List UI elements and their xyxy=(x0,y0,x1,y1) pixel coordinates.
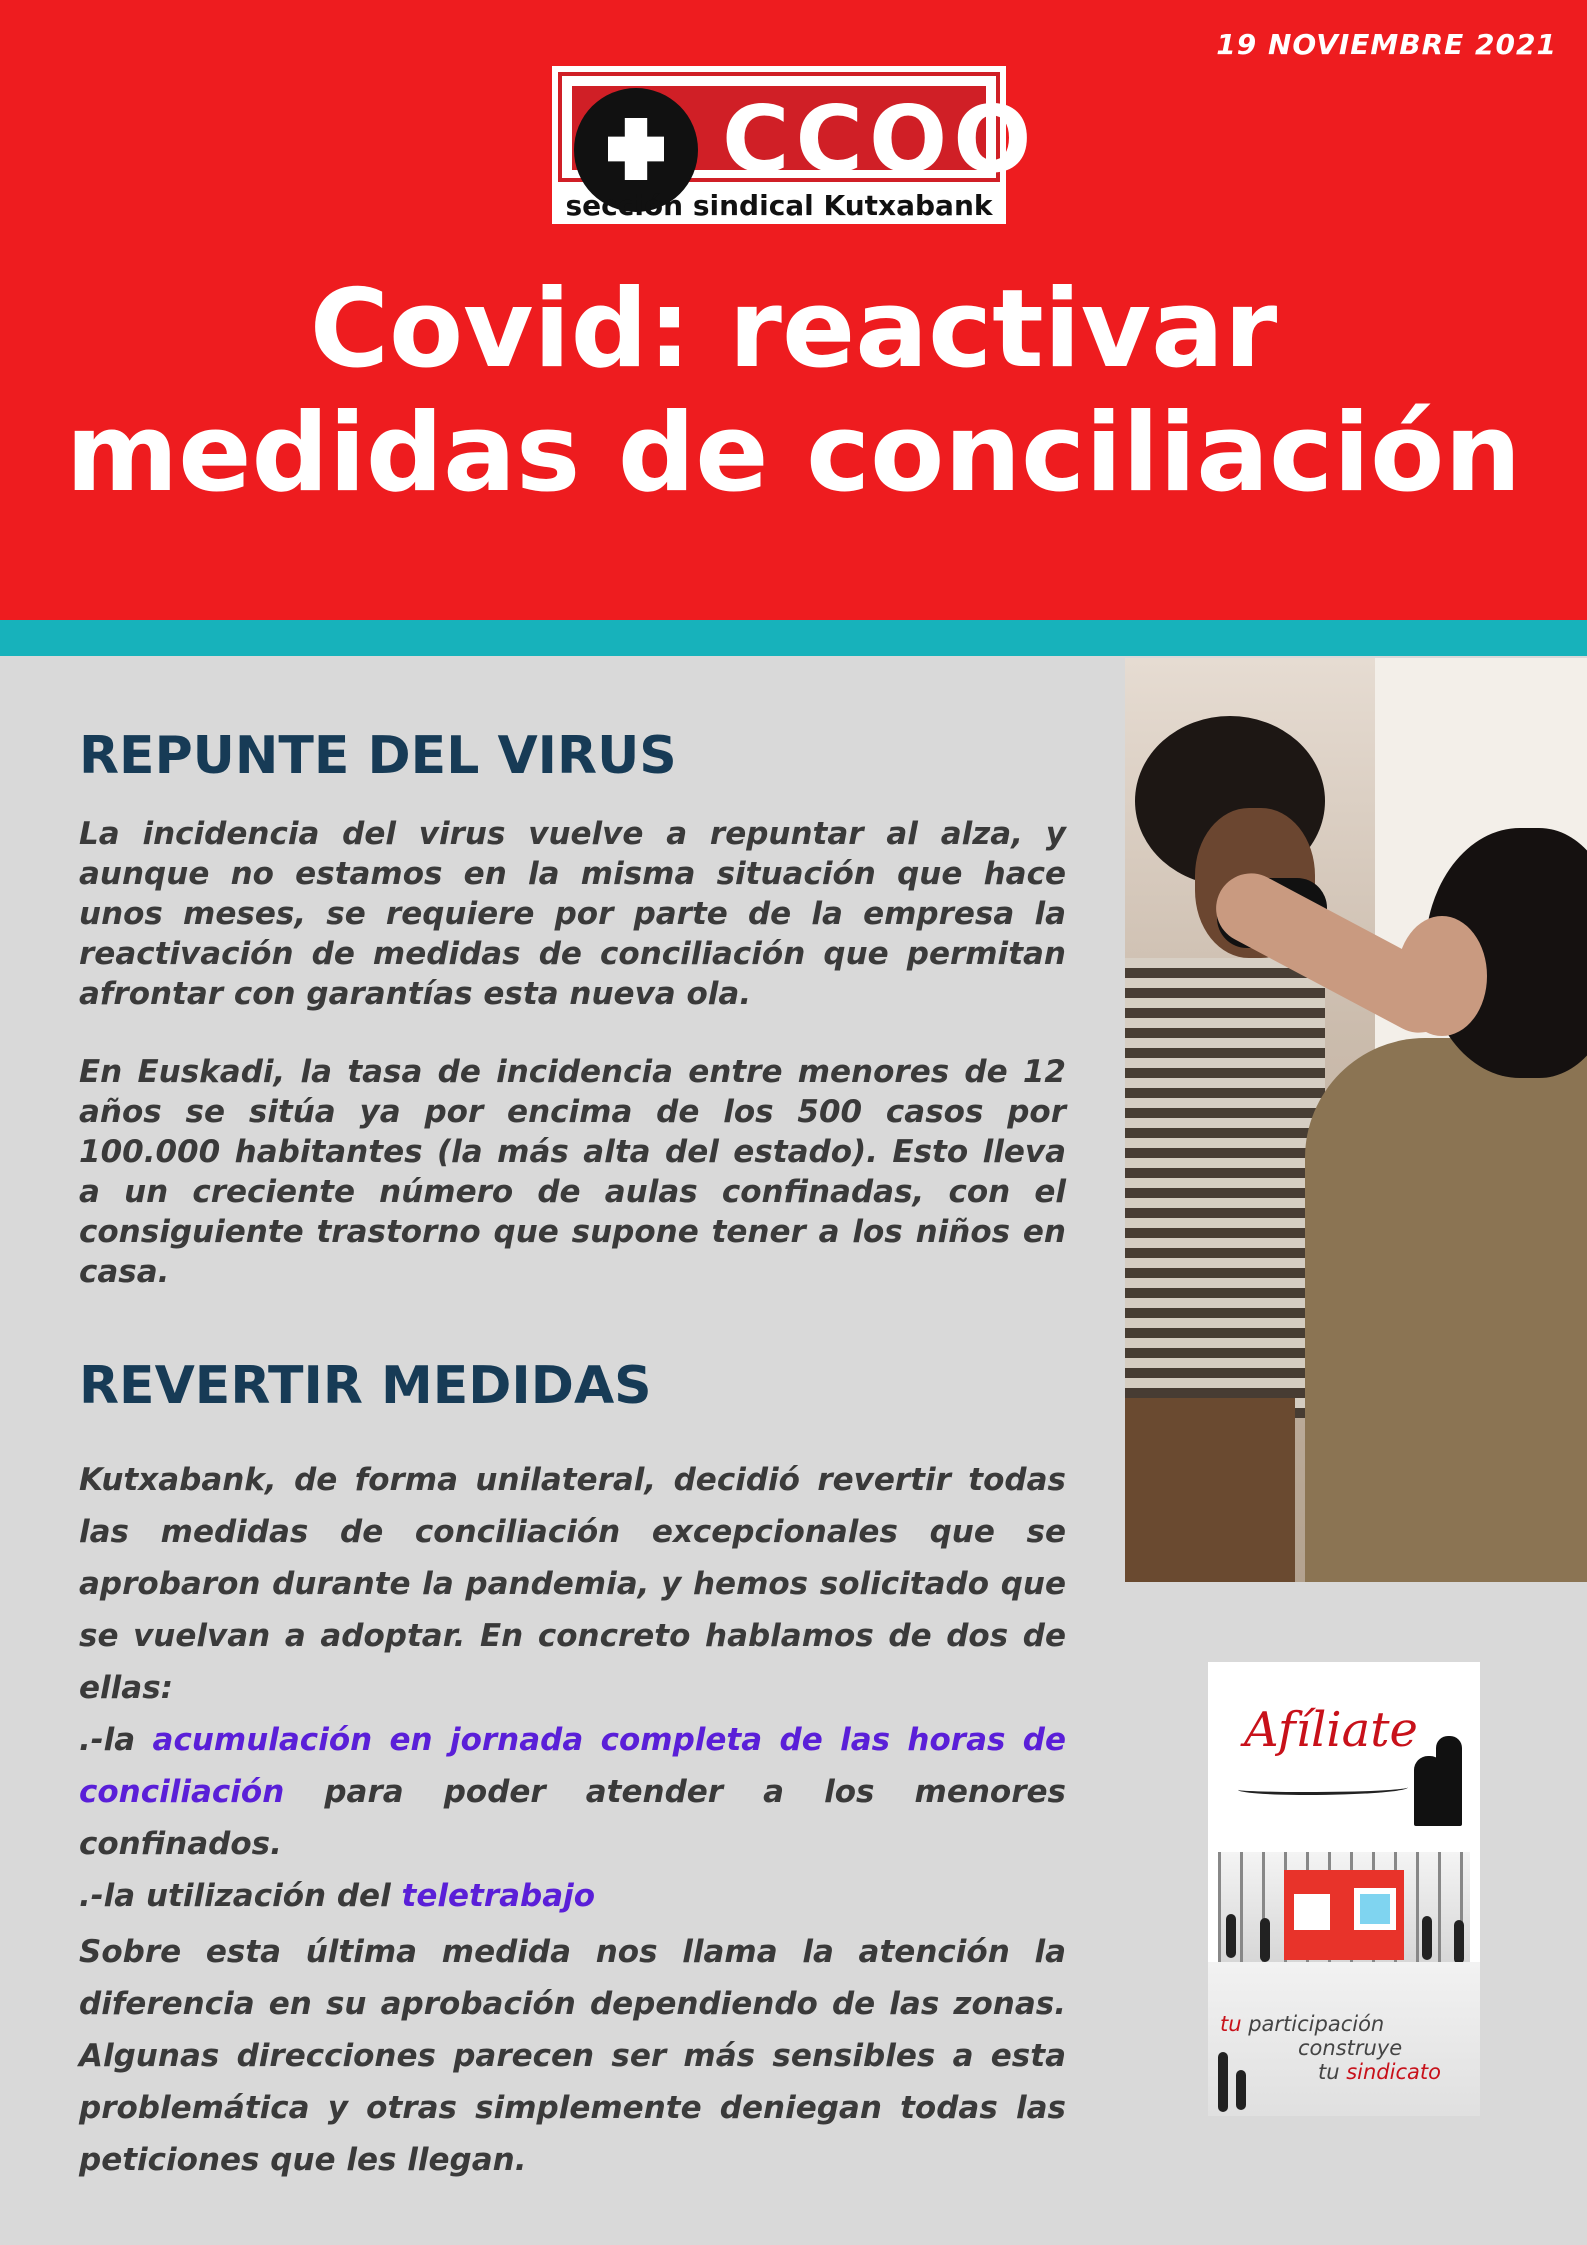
emblem-cross-icon xyxy=(608,118,664,180)
poster-figure xyxy=(1422,1916,1432,1960)
item1-suffix: para poder atender a los menores confinados. xyxy=(79,1774,1066,1862)
poster-figure xyxy=(1260,1918,1270,1962)
ccoo-logo xyxy=(552,66,1038,224)
paragraph-euskadi: En Euskadi, la tasa de incidencia entre menores de 12 años se sitúa ya por encima de los 500 casos por 100.000 habitantes (la más alta del estado). Esto lleva a un creciente número de aulas confinadas, con el consiguiente trastorno que supone tener a los niños en casa. xyxy=(79,1054,1066,1290)
slogan-tu-2: tu xyxy=(1318,2060,1340,2084)
poster-slogan xyxy=(1220,2012,1441,2084)
photo-child-pants xyxy=(1125,1398,1295,1582)
poster-figure xyxy=(1226,1914,1236,1958)
link-acumulacion[interactable]: acumulación en jornada completa de las horas de conciliación xyxy=(79,1722,1066,1810)
medidas-intro: Kutxabank, de forma unilateral, decidió revertir todas las medidas de conciliación excepcionales que se aprobaron durante la pandemia, y hemos solicitado que se vuelvan a adoptar. En concreto hablamos de dos de ellas: xyxy=(79,1462,1066,1706)
title-line-1: Covid: reactivar xyxy=(309,267,1278,392)
poster-logo-window xyxy=(1354,1888,1396,1930)
poster-logo-square xyxy=(1288,1888,1336,1936)
poster-title: Afíliate xyxy=(1244,1702,1418,1758)
item2-prefix: .-la utilización del xyxy=(79,1878,402,1914)
photo-mother-face xyxy=(1397,916,1487,1036)
slogan-sindicato: sindicato xyxy=(1339,2060,1441,2084)
logo-inner xyxy=(572,86,1038,193)
slogan-participacion: participación xyxy=(1241,2012,1385,2036)
paragraph-incidencia: La incidencia del virus vuelve a repuntar al alza, y aunque no estamos en la misma situación que hace unos meses, se requiere por parte de la empresa la reactivación de medidas de conciliación que permitan afrontar con garantías esta nueva ola. xyxy=(79,816,1066,1012)
title-line-2: medidas de conciliación xyxy=(65,391,1522,516)
photo-child-shirt xyxy=(1125,958,1325,1418)
publication-date: 19 NOVIEMBRE 2021 xyxy=(1216,28,1557,61)
section-heading-revertir: REVERTIR MEDIDAS xyxy=(79,1356,652,1416)
slogan-construye: construye xyxy=(1298,2036,1403,2060)
paragraph-zonas: Sobre esta última medida nos llama la atención la diferencia en su aprobación dependiendo de las zonas. Algunas direcciones parecen ser más sensibles a esta problemática y otras simplemente deniegan todas las peticiones que les llegan. xyxy=(79,1934,1066,2178)
link-teletrabajo[interactable]: teletrabajo xyxy=(401,1878,596,1914)
item1-prefix: .-la xyxy=(79,1722,153,1758)
mother-child-photo xyxy=(1125,658,1587,1582)
logo-subtitle: sección sindical Kutxabank xyxy=(565,189,993,222)
paragraph-medidas xyxy=(79,1454,1066,1922)
logo-text: CCOO xyxy=(722,86,1038,193)
poster-silhouette-adult xyxy=(1436,1736,1462,1826)
poster-swash xyxy=(1238,1782,1408,1795)
header-banner xyxy=(0,0,1587,620)
slogan-tu-1: tu xyxy=(1220,2012,1242,2036)
page-title xyxy=(0,268,1587,516)
logo-band xyxy=(558,72,1038,193)
poster-figure xyxy=(1454,1920,1464,1964)
afiliate-poster[interactable] xyxy=(1208,1662,1480,2116)
section-heading-repunte: REPUNTE DEL VIRUS xyxy=(79,726,677,786)
teal-divider xyxy=(0,620,1587,656)
photo-mother-body xyxy=(1305,1038,1587,1582)
